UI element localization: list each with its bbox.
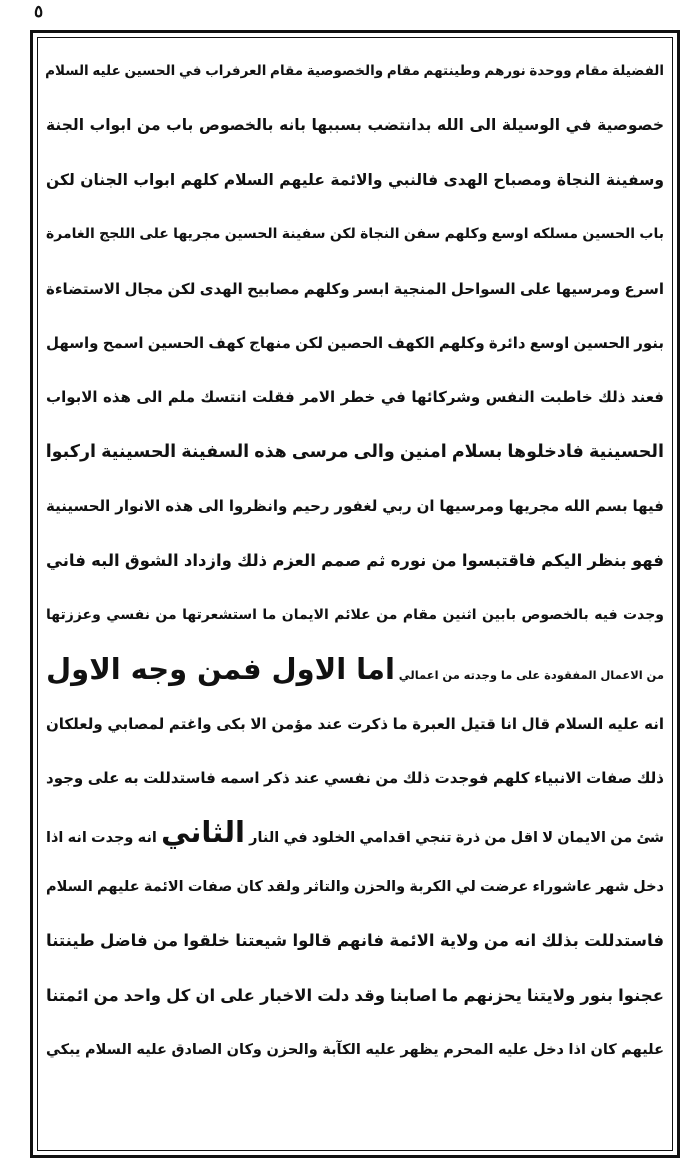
text-line: بنور الحسين اوسع دائرة وكلهم الكهف الحصين لكن منهاج كهف الحسين اسمح واسهل — [46, 333, 664, 352]
text-line: الحسينية فادخلوها بسلام امنين والى مرسى هذه السفينة الحسينية اركبوا — [45, 441, 664, 462]
text-line: باب الحسين مسلكه اوسع وكلهم سفن النجاة لكن سفينة الحسين مجريها على اللجج الغامرة — [46, 226, 664, 243]
text-line: دخل شهر عاشوراء عرضت لي الكربة والحزن والتاثر ولقد كان صفات الائمة عليهم السلام — [46, 878, 664, 895]
text-line: خصوصية في الوسيلة الى الله بدانتضب بسببها بانه بالخصوص باب من ابواب الجنة — [46, 116, 664, 135]
emphasized-heading: الثاني — [161, 815, 245, 850]
text-line: وجدت فيه بالخصوص بابين اثنين مقام من علائم الايمان ما استشعرتها من نفسي وعززتها — [46, 606, 664, 623]
text-line: فعند ذلك خاطبت النفس وشركائها في خطر الامر فقلت انتسك ملم الى هذه الابواب — [46, 388, 664, 407]
line-text: من الاعمال المفقودة على ما وجدته من اعمالي — [398, 668, 664, 683]
text-line: اسرع ومرسيها على السواحل المنجية ابسر وكلهم مصابيح الهدى لكن مجال الاستضاءة — [46, 279, 664, 298]
text-line: فيها بسم الله مجريها ومرسيها ان ربي لغفور رحيم وانظروا الى هذه الانوار الحسينية — [46, 497, 664, 516]
text-line: عجنوا بنور ولايتنا يحزنهم ما اصابنا وقد دلت الاخبار على ان كل واحد من ائمتنا — [46, 985, 664, 1005]
page-border-inner — [37, 37, 673, 1151]
text-line: عليهم كان اذا دخل عليه المحرم يظهر عليه الكآبة والحزن وكان الصادق عليه السلام يبكي — [46, 1042, 664, 1059]
text-line: وسفينة النجاة ومصباح الهدى فالنبي والائمة عليهم السلام كلهم ابواب الجنان لكن — [46, 170, 664, 189]
text-body — [44, 44, 666, 1144]
line-text: شئ من الايمان لا اقل من ذرة تنجي اقدامي الخلود في النار — [249, 830, 665, 847]
page-number: ٥ — [34, 2, 44, 22]
page-border-outer — [30, 30, 680, 1158]
line-text: انه وجدت انه اذا — [46, 830, 157, 847]
text-line: فهو بنظر اليكم فاقتبسوا من نوره ثم صمم العزم ذلك وازداد الشوق البه فاني — [46, 550, 664, 570]
emphasized-heading: اما الاول فمن وجه الاول — [46, 652, 395, 687]
text-line — [44, 805, 666, 859]
text-line: ذلك صفات الانبياء كلهم فوجدت ذلك من نفسي عند ذكر اسمه فاستدللت به على وجود — [46, 769, 664, 788]
text-line — [44, 642, 666, 696]
text-line: فاستدللت بذلك انه من ولاية الائمة فانهم قالوا شيعتنا خلقوا من فاضل طينتنا — [46, 931, 664, 951]
text-line: انه عليه السلام قال انا قتيل العبرة ما ذكرت عند مؤمن الا بكى واغتم لمصابي ولعلكان — [46, 714, 664, 733]
text-line: الفضيلة مقام ووحدة نورهم وطينتهم مقام والخصوصية مقام العرفراب في الحسين عليه السلام — [45, 63, 664, 79]
